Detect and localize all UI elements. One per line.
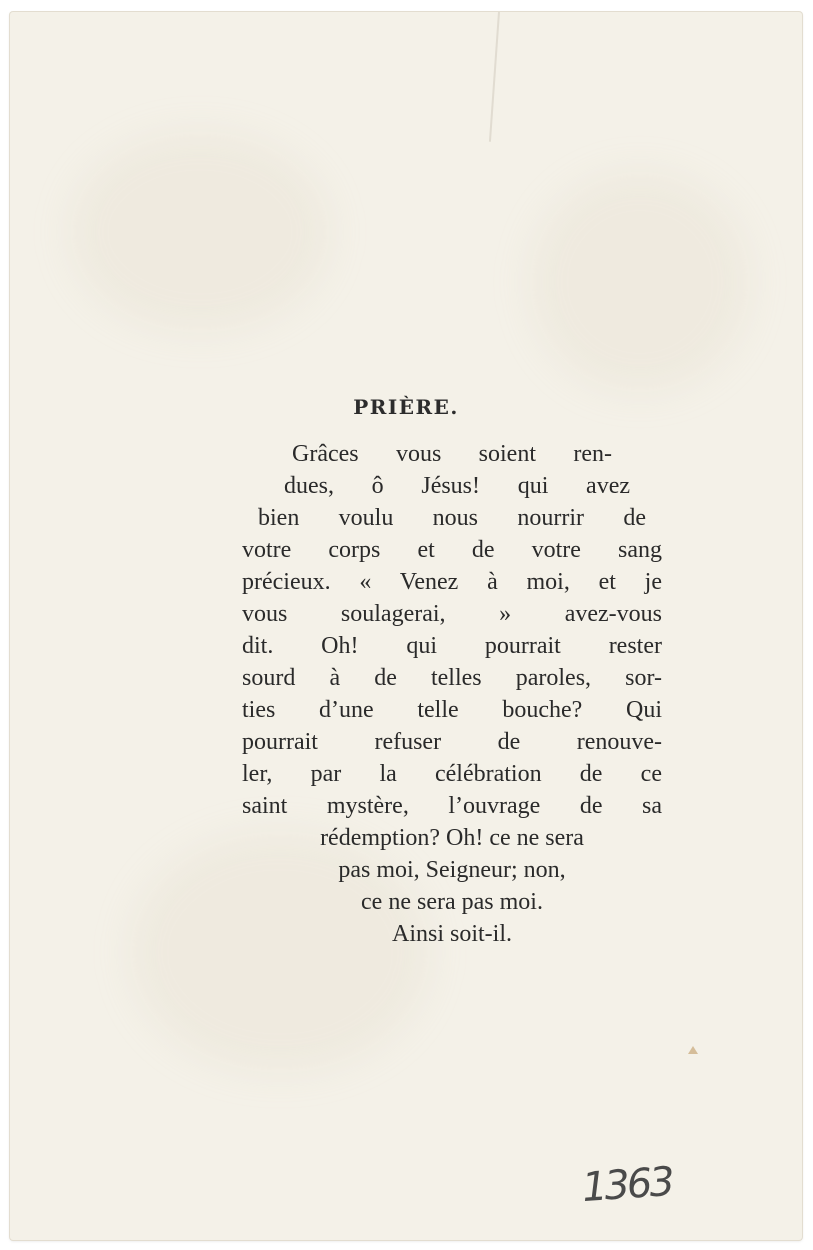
prayer-line: saint mystère, l’ouvrage de sa [242,793,662,819]
prayer-line: vous soulagerai, » avez-vous [242,601,662,627]
prayer-title: PRIÈRE. [353,395,459,419]
paper-stain [530,172,750,392]
paper-fleck [688,1046,698,1054]
prayer-line: Ainsi soit-il. [391,921,512,947]
prayer-line: dit. Oh! qui pourrait rester [242,633,662,659]
prayer-line: bien voulu nous nourrir de [258,505,646,531]
paper-crease [489,12,500,142]
prayer-line: pourrait refuser de renouve- [242,729,662,755]
prayer-line: rédemption? Oh! ce ne sera [320,825,584,851]
paper-stain [70,132,330,332]
prayer-text [242,438,662,950]
prayer-line: votre corps et de votre sang [242,537,662,563]
prayer-line: pas moi, Seigneur; non, [338,857,566,883]
prayer-line: ce ne sera pas moi. [361,889,543,915]
prayer-line: ties d’une telle bouche? Qui [242,697,662,723]
inventory-number: 1363 [580,1158,674,1212]
prayer-line: Grâces vous soient ren- [292,441,612,467]
prayer-line: sourd à de telles paroles, sor- [242,665,662,691]
prayer-card [10,12,802,1240]
prayer-line: précieux. « Venez à moi, et je [242,569,662,595]
prayer-line: ler, par la célébration de ce [242,761,662,787]
prayer-line: dues, ô Jésus! qui avez [284,473,630,499]
